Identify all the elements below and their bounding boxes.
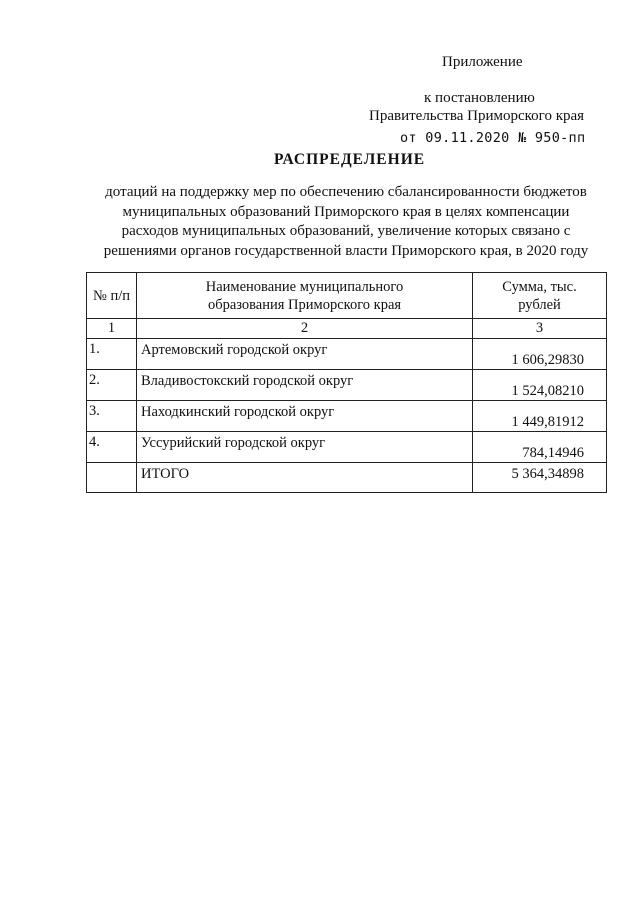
document-title: РАСПРЕДЕЛЕНИЕ [274,151,426,168]
table-row [87,401,607,432]
appendix-label: Приложение [442,54,523,70]
column-number: 3 [473,319,607,339]
row-number: 4. [87,432,137,463]
subsidy-amount: 784,14946 [473,432,607,463]
row-number: 1. [87,339,137,370]
column-header-name: Наименование муниципального образования Приморского края [137,273,473,319]
document-subtitle [86,183,606,261]
row-number: 2. [87,370,137,401]
subsidy-amount: 1 449,81912 [473,401,607,432]
total-number-cell [87,463,137,493]
table-header-row [87,273,607,319]
subsidy-amount: 1 606,29830 [473,339,607,370]
table-row [87,370,607,401]
subtitle-line: решениями органов государственной власти Приморского края, в 2020 году [103,242,589,259]
row-number: 3. [87,401,137,432]
total-label: ИТОГО [137,463,473,493]
municipality-name: Находкинский городской округ [137,401,473,432]
total-amount: 5 364,34898 [473,463,607,493]
subtitle-line: муниципальных образований Приморского края в целях компенсации [122,203,570,220]
total-row [87,463,607,493]
column-number: 1 [87,319,137,339]
government-label: Правительства Приморского края [369,108,585,124]
subtitle-line: расходов муниципальных образований, увеличение которых связано с [121,223,571,239]
column-numbering-row [87,319,607,339]
table-row [87,339,607,370]
column-header-sum: Сумма, тыс. рублей [473,273,607,319]
table-row [87,432,607,463]
municipality-name: Уссурийский городской округ [137,432,473,463]
column-number: 2 [137,319,473,339]
to-decree-label: к постановлению [424,90,535,106]
decree-reference: от 09.11.2020 № 950-пп [400,130,586,146]
subsidy-amount: 1 524,08210 [473,370,607,401]
subtitle-line: дотаций на поддержку мер по обеспечению сбалансированности бюджетов [105,184,587,200]
municipality-name: Артемовский городской округ [137,339,473,370]
municipality-name: Владивостокский городской округ [137,370,473,401]
distribution-table [86,272,607,493]
column-header-number: № п/п [87,273,137,319]
